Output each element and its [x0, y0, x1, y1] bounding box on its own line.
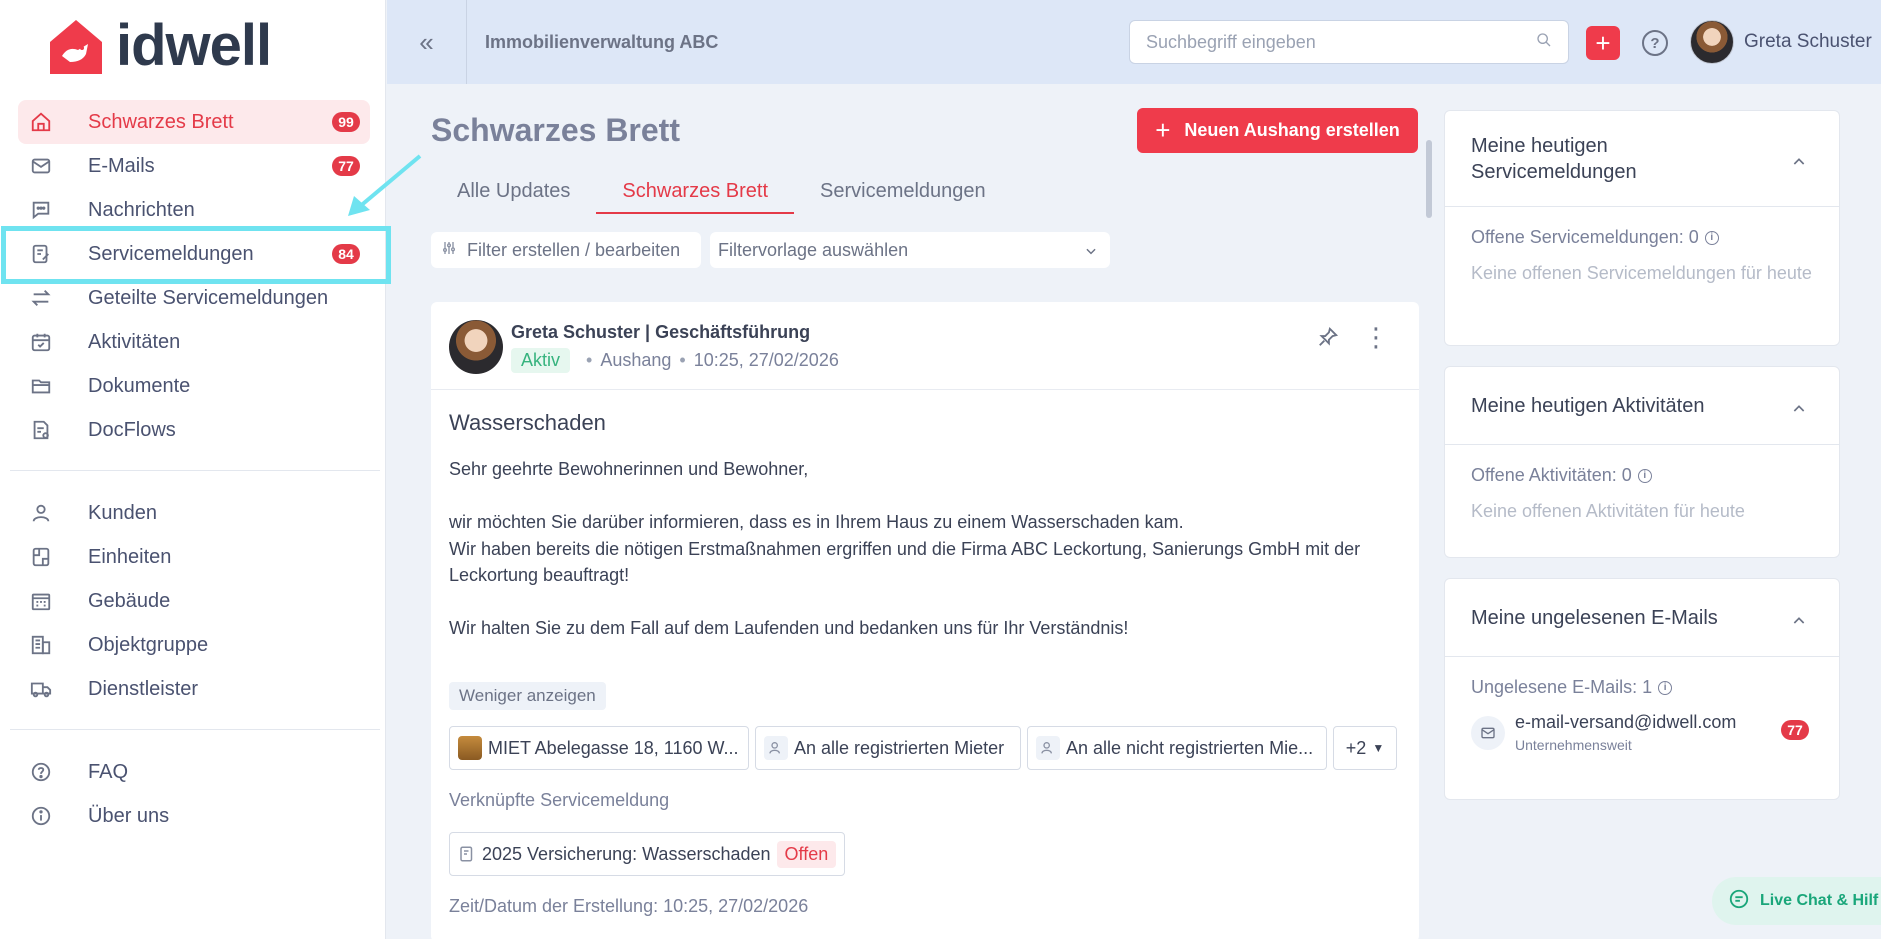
- double-chevron-left-icon: «: [419, 26, 434, 57]
- sidebar-item-objektgruppe[interactable]: [18, 623, 370, 667]
- post-author: Greta Schuster | Geschäftsführung: [511, 322, 811, 342]
- chevron-up-icon[interactable]: [1791, 610, 1807, 636]
- tab-alle-updates[interactable]: Alle Updates: [457, 180, 571, 202]
- sidebar-item-dienstleister[interactable]: [18, 667, 370, 711]
- question-icon: ?: [1650, 34, 1660, 52]
- sidebar-item-label: Einheiten: [88, 545, 172, 568]
- idwell-house-logo-icon: [44, 14, 108, 78]
- panel-count-text: Ungelesene E-Mails: 1: [1471, 677, 1653, 697]
- transfer-arrows-icon: [28, 285, 54, 311]
- object-group-icon: [28, 632, 54, 658]
- sidebar-item-label: Dokumente: [88, 374, 191, 397]
- sidebar-item-docflows[interactable]: [18, 408, 370, 452]
- sidebar-item-faq[interactable]: [18, 750, 370, 794]
- person-icon: [28, 500, 54, 526]
- count-badge: 99: [332, 112, 360, 132]
- post-paragraph: Sehr geehrte Bewohnerinnen und Bewohner,: [449, 459, 809, 479]
- status-badge: Offen: [777, 841, 837, 868]
- panel-service-reports: [1444, 110, 1840, 346]
- filter-template-select[interactable]: [710, 232, 1110, 268]
- count-badge: 77: [332, 156, 360, 176]
- scrollbar[interactable]: [1426, 140, 1432, 218]
- panel-count-label: [1471, 465, 1813, 486]
- separator-dot: •: [679, 350, 686, 370]
- created-datetime: Zeit/Datum der Erstellung: 10:25, 27/02/2026: [449, 896, 809, 916]
- sidebar-item-label: Aktivitäten: [88, 330, 181, 353]
- top-bar: [387, 0, 1881, 84]
- chat-bubble-icon: [1728, 888, 1750, 915]
- sidebar-item-label: Schwarzes Brett: [88, 110, 234, 133]
- chat-icon: [28, 197, 54, 223]
- caret-down-icon: ▼: [1372, 741, 1385, 755]
- chevron-down-icon: [1084, 242, 1098, 263]
- sidebar-item-schwarzes-brett[interactable]: [18, 100, 370, 144]
- sidebar-item-label: E-Mails: [88, 154, 155, 177]
- pin-icon[interactable]: [1317, 326, 1339, 353]
- service-report-icon: [28, 241, 54, 267]
- plus-icon: +: [1155, 115, 1171, 145]
- sidebar-item-label: Geteilte Servicemeldungen: [88, 286, 329, 309]
- plus-icon: +: [1595, 27, 1611, 58]
- panel-body: [1445, 657, 1839, 773]
- tab-schwarzes-brett[interactable]: Schwarzes Brett: [596, 170, 794, 214]
- tab-servicemeldungen[interactable]: Servicemeldungen: [820, 180, 986, 202]
- search-icon: [1536, 32, 1552, 53]
- count-badge: 84: [332, 244, 360, 264]
- live-chat-button[interactable]: [1712, 877, 1881, 925]
- linked-service-chip[interactable]: [449, 832, 845, 876]
- mail-icon: [1471, 716, 1505, 750]
- sidebar-item-nachrichten[interactable]: [18, 188, 370, 232]
- sidebar: [0, 0, 386, 939]
- panel-title: Meine ungelesenen E-Mails: [1471, 606, 1718, 629]
- notice-card-header: [431, 302, 1419, 390]
- create-notice-button[interactable]: [1137, 108, 1418, 153]
- sidebar-item-aktivitaeten[interactable]: [18, 320, 370, 364]
- unit-icon: [28, 544, 54, 570]
- people-icon: [1036, 736, 1060, 760]
- show-less-button[interactable]: Weniger anzeigen: [449, 682, 606, 710]
- sidebar-divider: [10, 470, 380, 471]
- sidebar-item-ueber-uns[interactable]: [18, 794, 370, 838]
- sidebar-item-label: Dienstleister: [88, 677, 199, 700]
- sidebar-item-label: Servicemeldungen: [88, 242, 254, 265]
- sidebar-item-label: DocFlows: [88, 418, 176, 441]
- mailbox-row[interactable]: [1471, 712, 1813, 753]
- panel-header[interactable]: [1445, 367, 1839, 445]
- calendar-check-icon: [28, 329, 54, 355]
- sliders-icon: [441, 240, 457, 261]
- truck-icon: [28, 676, 54, 702]
- empty-state-text: Keine offenen Aktivitäten für heute: [1471, 501, 1745, 521]
- post-type: Aushang: [600, 350, 672, 370]
- panel-title: Meine heutigen Servicemeldungen: [1471, 134, 1637, 183]
- avatar: [1690, 20, 1734, 64]
- people-icon: [764, 736, 788, 760]
- panel-count-text: Offene Servicemeldungen: 0: [1471, 227, 1699, 247]
- status-badge: Aktiv: [511, 348, 570, 373]
- user-menu[interactable]: [1690, 20, 1872, 64]
- filter-edit-button[interactable]: [431, 232, 701, 268]
- home-icon: [28, 109, 54, 135]
- sidebar-item-label: Über uns: [88, 804, 170, 827]
- linked-service-label: Verknüpfte Servicemeldung: [449, 790, 670, 810]
- docflow-icon: [28, 417, 54, 443]
- sidebar-item-einheiten[interactable]: [18, 535, 370, 579]
- sidebar-item-emails[interactable]: [18, 144, 370, 188]
- panel-title: Meine heutigen Aktivitäten: [1471, 394, 1705, 417]
- panel-header[interactable]: [1445, 579, 1839, 657]
- info-icon[interactable]: i: [1638, 469, 1652, 483]
- sidebar-divider: [10, 729, 380, 730]
- more-recipients-count: +2: [1345, 737, 1367, 758]
- post-paragraph: wir möchten Sie darüber informieren, dass es in Ihrem Haus zu einem Wasserschaden kam. Wir haben bereits die nötigen Erstmaßnahmen ergriffen und die Firma ABC Leckortung, Sanierungs GmbH mit der Leckortung beauftragt!: [449, 512, 1361, 585]
- sidebar-item-servicemeldungen[interactable]: [18, 232, 370, 276]
- logo[interactable]: [44, 14, 271, 78]
- recipient-chip[interactable]: [449, 726, 749, 770]
- logo-text: idwell: [116, 13, 272, 78]
- collapse-sidebar-button[interactable]: [387, 0, 467, 84]
- quick-add-button[interactable]: [1586, 26, 1620, 60]
- sidebar-item-label: Nachrichten: [88, 198, 195, 221]
- search-box: [1129, 20, 1569, 64]
- post-paragraph: Wir halten Sie zu dem Fall auf dem Laufenden und bedanken uns für Ihr Verständnis!: [449, 618, 1129, 638]
- sidebar-item-dokumente[interactable]: [18, 364, 370, 408]
- panel-body: [1445, 207, 1839, 306]
- recipient-label: An alle nicht registrierten Mie...: [1066, 737, 1314, 758]
- mailbox-scope: Unternehmensweit: [1515, 737, 1632, 753]
- info-icon: [28, 803, 54, 829]
- recipient-chips: [449, 726, 1397, 770]
- sidebar-item-geteilte-servicemeldungen[interactable]: [18, 276, 370, 320]
- service-report-icon: [458, 845, 476, 863]
- panel-header[interactable]: [1445, 111, 1839, 207]
- tabs: [431, 170, 1012, 214]
- post-meta: [511, 348, 839, 373]
- panel-count-text: Offene Aktivitäten: 0: [1471, 465, 1632, 485]
- help-button[interactable]: [1642, 30, 1668, 56]
- info-icon[interactable]: i: [1658, 681, 1672, 695]
- chevron-up-icon[interactable]: [1791, 151, 1807, 177]
- filter-edit-label: Filter erstellen / bearbeiten: [467, 239, 681, 260]
- empty-state-text: Keine offenen Servicemeldungen für heute: [1471, 263, 1812, 283]
- sidebar-item-label: Kunden: [88, 501, 157, 524]
- linked-service-title: 2025 Versicherung: Wasserschaden: [482, 843, 771, 864]
- info-icon[interactable]: i: [1705, 231, 1719, 245]
- panel-unread-emails: [1444, 578, 1840, 800]
- folder-icon: [28, 373, 54, 399]
- mail-icon: [28, 153, 54, 179]
- organization-name: Immobilienverwaltung ABC: [485, 31, 719, 52]
- panel-body: [1445, 445, 1839, 544]
- filter-template-value: Filtervorlage auswählen: [718, 239, 909, 260]
- panel-activities: [1444, 366, 1840, 558]
- panel-count-label: [1471, 677, 1813, 698]
- search-input[interactable]: [1146, 32, 1536, 53]
- recipient-label: MIET Abelegasse 18, 1160 W...: [488, 737, 739, 758]
- count-badge: 77: [1781, 720, 1809, 740]
- recipient-chip[interactable]: [1027, 726, 1327, 770]
- recipient-label: An alle registrierten Mieter: [794, 737, 1005, 758]
- mailbox-text: [1515, 712, 1736, 753]
- post-body: [449, 456, 1409, 668]
- live-chat-label: Live Chat & Hilf: [1760, 892, 1879, 909]
- page-title: Schwarzes Brett: [431, 112, 680, 148]
- mailbox-address: e-mail-versand@idwell.com: [1515, 712, 1737, 732]
- create-notice-label: Neuen Aushang erstellen: [1184, 120, 1400, 140]
- notice-card: [431, 302, 1419, 939]
- panel-count-label: [1471, 227, 1813, 248]
- question-icon: [28, 759, 54, 785]
- avatar: [449, 320, 503, 374]
- sidebar-item-kunden[interactable]: [18, 491, 370, 535]
- sidebar-item-label: Objektgruppe: [88, 633, 209, 656]
- sidebar-nav: [18, 100, 370, 838]
- recipient-chip[interactable]: [755, 726, 1021, 770]
- building-thumbnail-icon: [458, 736, 482, 760]
- user-name: Greta Schuster: [1744, 31, 1872, 52]
- post-title: Wasserschaden: [449, 410, 606, 435]
- post-datetime: 10:25, 27/02/2026: [693, 350, 839, 370]
- sidebar-item-gebaeude[interactable]: [18, 579, 370, 623]
- sidebar-item-label: FAQ: [88, 760, 129, 783]
- more-options-icon[interactable]: ⋮: [1363, 322, 1389, 352]
- sidebar-item-label: Gebäude: [88, 589, 171, 612]
- building-icon: [28, 588, 54, 614]
- chevron-up-icon[interactable]: [1791, 398, 1807, 424]
- separator-dot: •: [586, 350, 593, 370]
- more-recipients-button[interactable]: [1333, 726, 1397, 770]
